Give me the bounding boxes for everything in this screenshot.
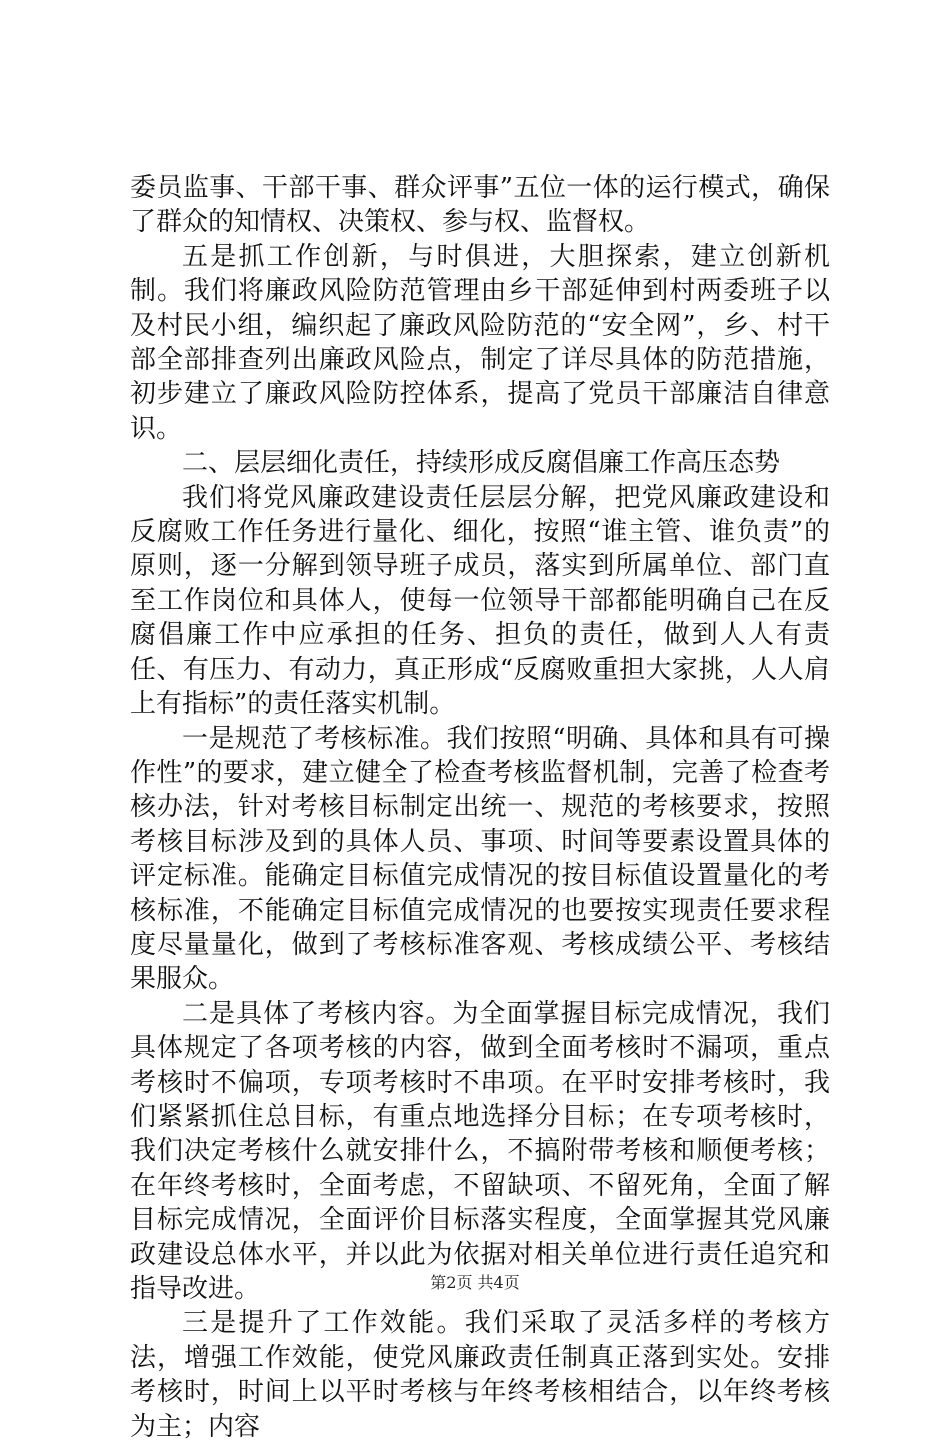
paragraph: 五是抓工作创新，与时俱进，大胆探索，建立创新机制。我们将廉政风险防范管理由乡干部延伸到村两委班子以及村民小组，编织起了廉政风险防范的“安全网”，乡、村干部全部排查列出廉政风险点，制定了详尽具体的防范措施，初步建立了廉政风险防控体系，提高了党员干部廉洁自律意识。 [130, 241, 830, 444]
paragraph: 委员监事、干部干事、群众评事”五位一体的运行模式，确保了群众的知情权、决策权、参与权、监督权。 [130, 173, 830, 238]
paragraph: 一是规范了考核标准。我们按照“明确、具体和具有可操作性”的要求，建立健全了检查考核监督机制，完善了检查考核办法，针对考核目标制定出统一、规范的考核要求，按照考核目标涉及到的具体人员、事项、时间等要素设置具体的评定标准。能确定目标值完成情况的按目标值设置量化的考核标准，不能确定目标值完成情况的也要按实现责任要求程度尽量量化，做到了考核标准客观、考核成绩公平、考核结果服众。 [130, 723, 830, 995]
paragraph: 我们将党风廉政建设责任层层分解，把党风廉政建设和反腐败工作任务进行量化、细化，按照“谁主管、谁负责”的原则，逐一分解到领导班子成员，落实到所属单位、部门直至工作岗位和具体人，使每一位领导干部都能明确自己在反腐倡廉工作中应承担的任务、担负的责任，做到人人有责任、有压力、有动力，真正形成“反腐败重担大家挑，人人肩上有指标”的责任落实机制。 [130, 482, 830, 720]
paragraph: 二是具体了考核内容。为全面掌握目标完成情况，我们具体规定了各项考核的内容，做到全面考核时不漏项，重点考核时不偏项，专项考核时不串项。在平时安排考核时，我们紧紧抓住总目标，有重点地选择分目标；在专项考核时，我们决定考核什么就安排什么，不搞附带考核和顺便考核；在年终考核时，全面考虑，不留缺项、不留死角，全面了解目标完成情况，全面评价目标落实程度，全面掌握其党风廉政建设总体水平，并以此为依据对相关单位进行责任追究和指导改进。 [130, 998, 830, 1304]
section-heading: 二、层层细化责任，持续形成反腐倡廉工作高压态势 [182, 448, 781, 479]
document-body [130, 171, 830, 1444]
page-number-footer: 第2页 共4页 [430, 1273, 520, 1292]
paragraph: 三是提升了工作效能。我们采取了灵活多样的考核方法，增强工作效能，使党风廉政责任制真正落到实处。安排考核时，时间上以平时考核与年终考核相结合，以年终考核为主；内容 [130, 1308, 830, 1442]
